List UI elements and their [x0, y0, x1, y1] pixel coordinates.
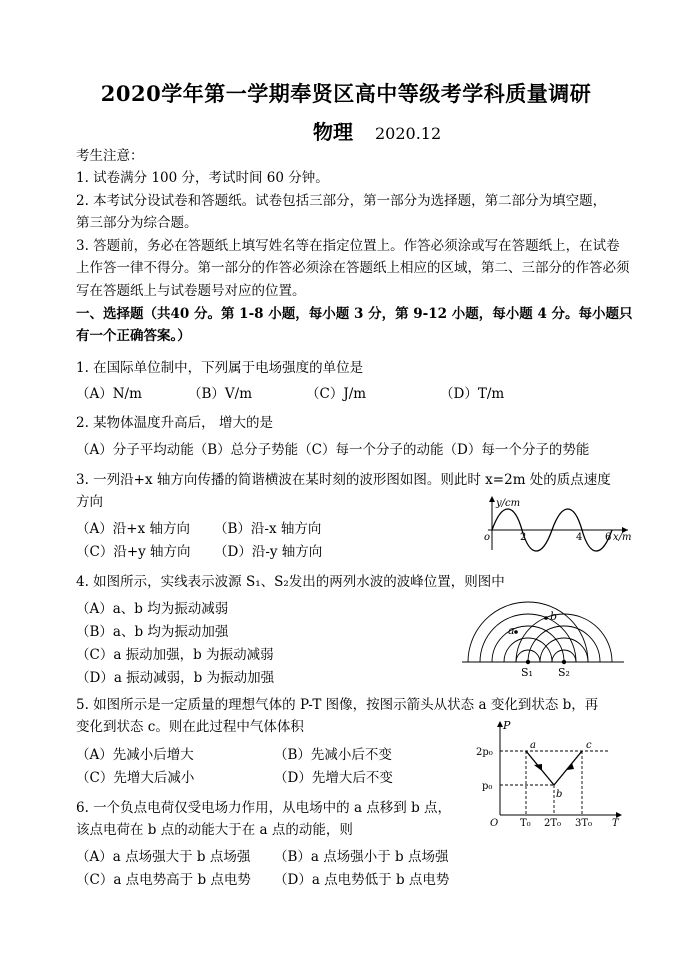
- option-a: （A）沿+x 轴方向: [76, 521, 190, 537]
- option-d: （D）a 振动减弱，b 为振动加强: [76, 670, 275, 686]
- option-b: （B）V/m: [188, 386, 253, 402]
- question-stem: 4. 如图所示，实线表示波源 S₁、S₂发出的两列水波的波峰位置，则图中: [76, 574, 505, 590]
- pt-ytick: p₀: [482, 781, 493, 792]
- option-a: （A）a 点场强大于 b 点场强: [76, 849, 251, 865]
- subject-label: 物理: [313, 120, 353, 144]
- source-s1: [526, 660, 530, 664]
- question-stem: 2. 某物体温度升高后， 增大的是: [76, 415, 273, 431]
- page-title: 2020学年第一学期奉贤区高中等级考学科质量调研: [100, 81, 592, 106]
- option-c: （C）a 振动加强，b 为振动减弱: [76, 647, 274, 663]
- wave-tick: 2: [520, 532, 527, 543]
- label-b: b: [550, 610, 558, 623]
- option-a: （A）先减小后增大: [76, 747, 194, 763]
- pt-xlabel: T: [612, 818, 619, 829]
- wave-figure: [476, 494, 636, 554]
- pt-origin: O: [490, 818, 499, 829]
- exam-date: 2020.12: [375, 124, 442, 143]
- option-c: （C）先增大后减小: [76, 770, 195, 786]
- question-stem: 1. 在国际单位制中，下列属于电场强度的单位是: [76, 360, 364, 376]
- pt-graph-figure: [476, 719, 626, 829]
- question-stem: 该点电荷在 b 点的动能大于在 a 点的动能，则: [76, 822, 353, 838]
- water-wave-figure: [458, 594, 628, 680]
- notice-heading: 考生注意：: [76, 148, 144, 164]
- option-a: （A）a、b 均为振动减弱: [76, 601, 229, 617]
- notice-line: 写在答题纸上与试卷题号对应的位置。: [76, 283, 306, 299]
- option-a: （A）N/m: [76, 386, 142, 402]
- wave-xlabel: x/m: [613, 532, 632, 543]
- question-stem: 3. 一列沿+x 轴方向传播的简谐横波在某时刻的波形图如图。则此时 x=2m 处的质点速度: [76, 472, 611, 488]
- option-d: （D）沿-y 轴方向: [214, 544, 323, 560]
- pt-point-a: a: [530, 740, 536, 751]
- pt-xtick: T₀: [520, 818, 531, 829]
- pt-xtick: 3T₀: [575, 818, 593, 829]
- question-stem: 方向: [76, 494, 103, 510]
- option-c: （C）沿+y 轴方向: [76, 544, 191, 560]
- section-heading: 有一个正确答案。）: [76, 328, 191, 344]
- pt-ylabel: P: [503, 719, 511, 732]
- pt-ytick: 2p₀: [476, 747, 493, 758]
- label-s1: S₁: [521, 666, 533, 679]
- point-b: [544, 616, 548, 620]
- option-c: （C）a 点电势高于 b 点电势: [76, 872, 251, 888]
- option-c: （C）J/m: [306, 386, 367, 402]
- option-d: （D）T/m: [440, 386, 505, 402]
- pt-xtick: 2T₀: [544, 818, 562, 829]
- option-b: （B）a、b 均为振动加强: [76, 624, 229, 640]
- notice-line: 2. 本考试分设试卷和答题纸。试卷包括三部分，第一部分为选择题，第二部分为填空题，: [76, 193, 607, 209]
- page-subtitle: [313, 116, 441, 145]
- notice-line: 第三部分为综合题。: [76, 215, 198, 231]
- wave-ylabel: y/cm: [496, 498, 521, 509]
- notice-line: 3. 答题前，务必在答题纸上填写姓名等在指定位置上。作答必须涂或写在答题纸上，在试卷: [76, 238, 620, 254]
- option-b: （B）沿-x 轴方向: [214, 521, 322, 537]
- option-b: （B）a 点场强小于 b 点场强: [274, 849, 449, 865]
- point-a: [514, 630, 518, 634]
- wave-tick: 4: [576, 532, 583, 543]
- pt-point-c: c: [586, 740, 592, 751]
- option-b: （B）先减小后不变: [274, 747, 392, 763]
- process-bc: [554, 751, 582, 785]
- question-stem: 5. 如图所示是一定质量的理想气体的 P-T 图像，按图示箭头从状态 a 变化到状态 b，再: [76, 697, 599, 713]
- section-heading: 一、选择题（共40 分。第 1-8 小题，每小题 3 分，第 9-12 小题，每小题 4 分。每小题只: [76, 306, 633, 322]
- notice-line: 1. 试卷满分 100 分，考试时间 60 分钟。: [76, 170, 329, 186]
- question-stem: 6. 一个负点电荷仅受电场力作用，从电场中的 a 点移到 b 点，: [76, 800, 452, 816]
- option-row: （A）分子平均动能（B）总分子势能（C）每一个分子的动能（D）每一个分子的势能: [76, 442, 590, 458]
- label-a: a: [508, 624, 515, 637]
- question-stem: 变化到状态 c。则在此过程中气体体积: [76, 719, 304, 735]
- notice-line: 上作答一律不得分。第一部分的作答必须涂在答题纸上相应的区域，第二、三部分的作答必须: [76, 260, 630, 276]
- option-d: （D）a 点电势低于 b 点电势: [274, 872, 450, 888]
- wave-tick: 6: [605, 532, 612, 543]
- pt-point-b: b: [556, 789, 563, 800]
- option-d: （D）先增大后不变: [274, 770, 393, 786]
- wave-origin: o: [484, 532, 491, 543]
- source-s2: [562, 660, 566, 664]
- label-s2: S₂: [558, 666, 570, 679]
